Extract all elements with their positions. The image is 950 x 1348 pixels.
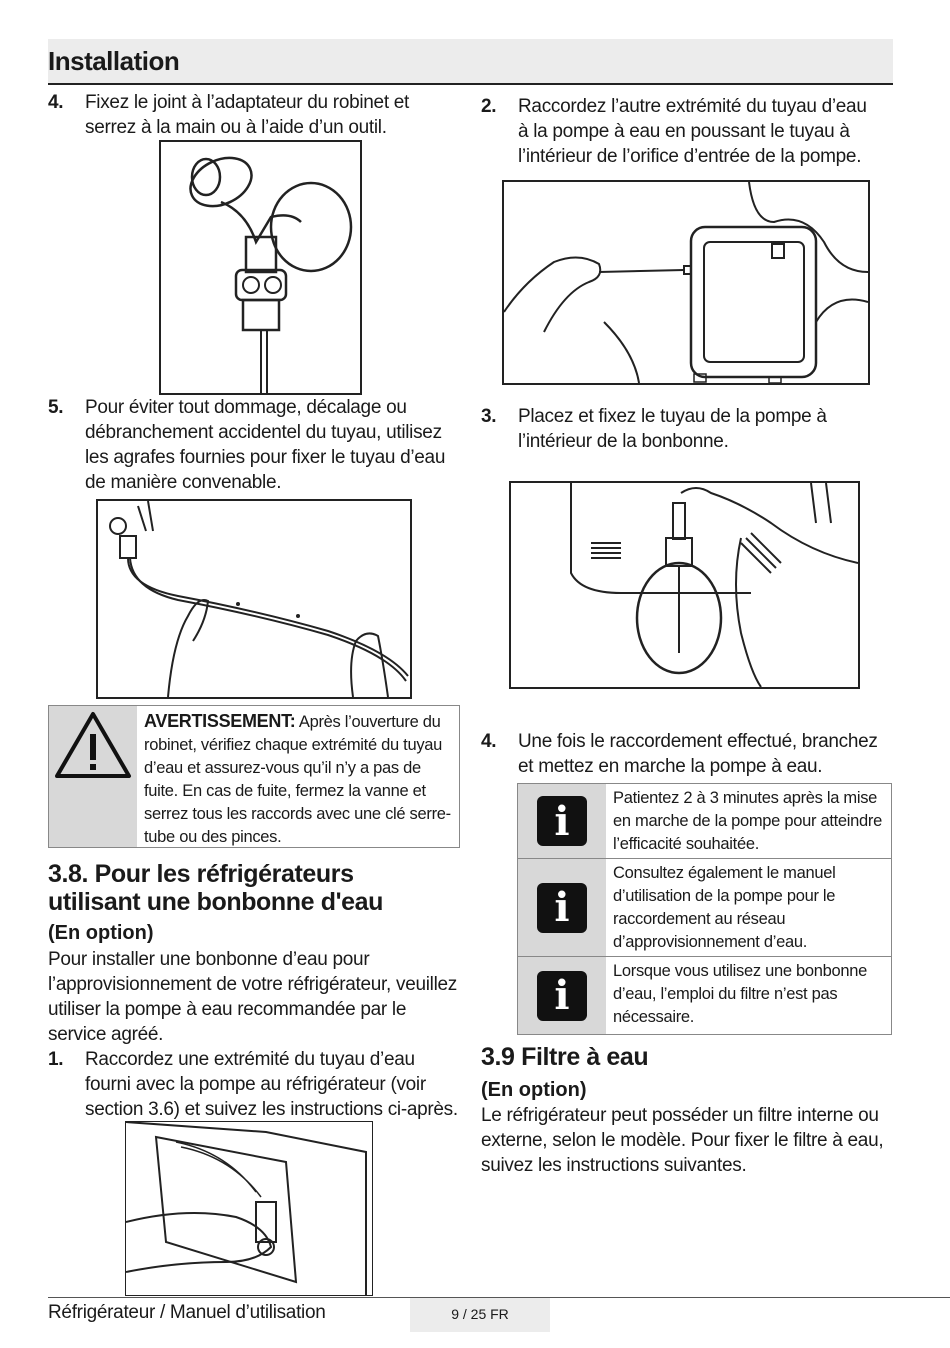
faucet-adapter-illustration [159, 140, 362, 395]
step-text: Une fois le raccordement effectué, branchez et mettez en marche la pompe à eau. [518, 731, 878, 777]
step-number: 1. [48, 1049, 64, 1070]
step-text: Raccordez une extrémité du tuyau d’eau fourni avec la pompe au réfrigérateur (voir section 3.6) et suivez les instructions ci-après. [85, 1049, 458, 1120]
warning-triangle-icon [49, 706, 137, 786]
info-icon: i [537, 971, 587, 1021]
section-3-9-title: 3.9 Filtre à eau [481, 1043, 649, 1071]
warning-body: Après l’ouverture du robinet, vérifiez chaque extrémité du tuyau d’eau et assurez-vous qu’il n’y a pas de fuite. En cas de fuite, fermez la vanne et serrez tous les raccords avec une clé serre-tube ou des pinces. [144, 713, 451, 846]
step-3-right [481, 404, 881, 454]
step-2-right [481, 94, 881, 169]
info-icon: i [537, 883, 587, 933]
fridge-hose-connection-illustration [125, 1121, 373, 1296]
bottle-pump-tube-illustration [509, 481, 860, 689]
hose-clip-illustration [96, 499, 412, 699]
info-note-text: Patientez 2 à 3 minutes après la mise en marche de la pompe pour atteindre l’efficacité souhaitée. [613, 789, 882, 853]
step-number: 3. [481, 406, 497, 427]
warning-label: AVERTISSEMENT: [144, 711, 296, 731]
section-3-9-subtitle: (En option) [481, 1079, 587, 1101]
info-icon-panel [518, 859, 606, 956]
step-4-left [48, 90, 428, 140]
warning-box [48, 705, 460, 848]
step-number: 5. [48, 397, 64, 418]
info-icon-panel [518, 957, 606, 1034]
step-1-left [48, 1047, 463, 1122]
warning-icon-panel [49, 706, 137, 847]
step-number: 4. [48, 92, 64, 113]
info-note-1 [517, 783, 892, 859]
info-note-text: Consultez également le manuel d’utilisation de la pompe pour le raccordement au réseau d’approvisionnement d’eau. [613, 864, 836, 951]
info-icon-panel [518, 784, 606, 858]
page-title: Installation [48, 46, 180, 76]
info-note-text: Lorsque vous utilisez une bonbonne d’eau, l’emploi du filtre n’est pas nécessaire. [613, 962, 867, 1026]
step-text: Placez et fixez le tuyau de la pompe à l’intérieur de la bonbonne. [518, 406, 827, 452]
step-number: 2. [481, 96, 497, 117]
step-5-left [48, 395, 448, 495]
footer-manual-title: Réfrigérateur / Manuel d’utilisation [48, 1302, 326, 1323]
step-4-right [481, 729, 881, 779]
info-note-3 [517, 957, 892, 1035]
step-number: 4. [481, 731, 497, 752]
step-text: Fixez le joint à l’adaptateur du robinet et serrez à la main ou à l’aide d’un outil. [85, 92, 410, 138]
info-note-2 [517, 859, 892, 957]
section-3-8-subtitle: (En option) [48, 922, 154, 944]
section-3-9-paragraph: Le réfrigérateur peut posséder un filtre interne ou externe, selon le modèle. Pour fixer le filtre à eau, suivez les instructions suivantes. [481, 1105, 884, 1176]
footer-page-number: 9 / 25 FR [410, 1298, 550, 1332]
step-text: Pour éviter tout dommage, décalage ou débranchement accidentel du tuyau, utilisez les agrafes fournies pour fixer le tuyau d’eau de manière convenable. [85, 397, 446, 493]
pump-connection-illustration [502, 180, 870, 385]
section-3-8-title: 3.8. Pour les réfrigérateurs utilisant une bonbonne d'eau [48, 860, 384, 916]
section-3-8-paragraph: Pour installer une bonbonne d’eau pour l’approvisionnement de votre réfrigérateur, veuillez utiliser la pompe à eau recommandée par le service agréé. [48, 949, 457, 1045]
info-icon: i [537, 796, 587, 846]
warning-text [144, 710, 456, 849]
step-text: Raccordez l’autre extrémité du tuyau d’eau à la pompe à eau en poussant le tuyau à l’intérieur de l’orifice d’entrée de la pompe. [518, 96, 867, 167]
